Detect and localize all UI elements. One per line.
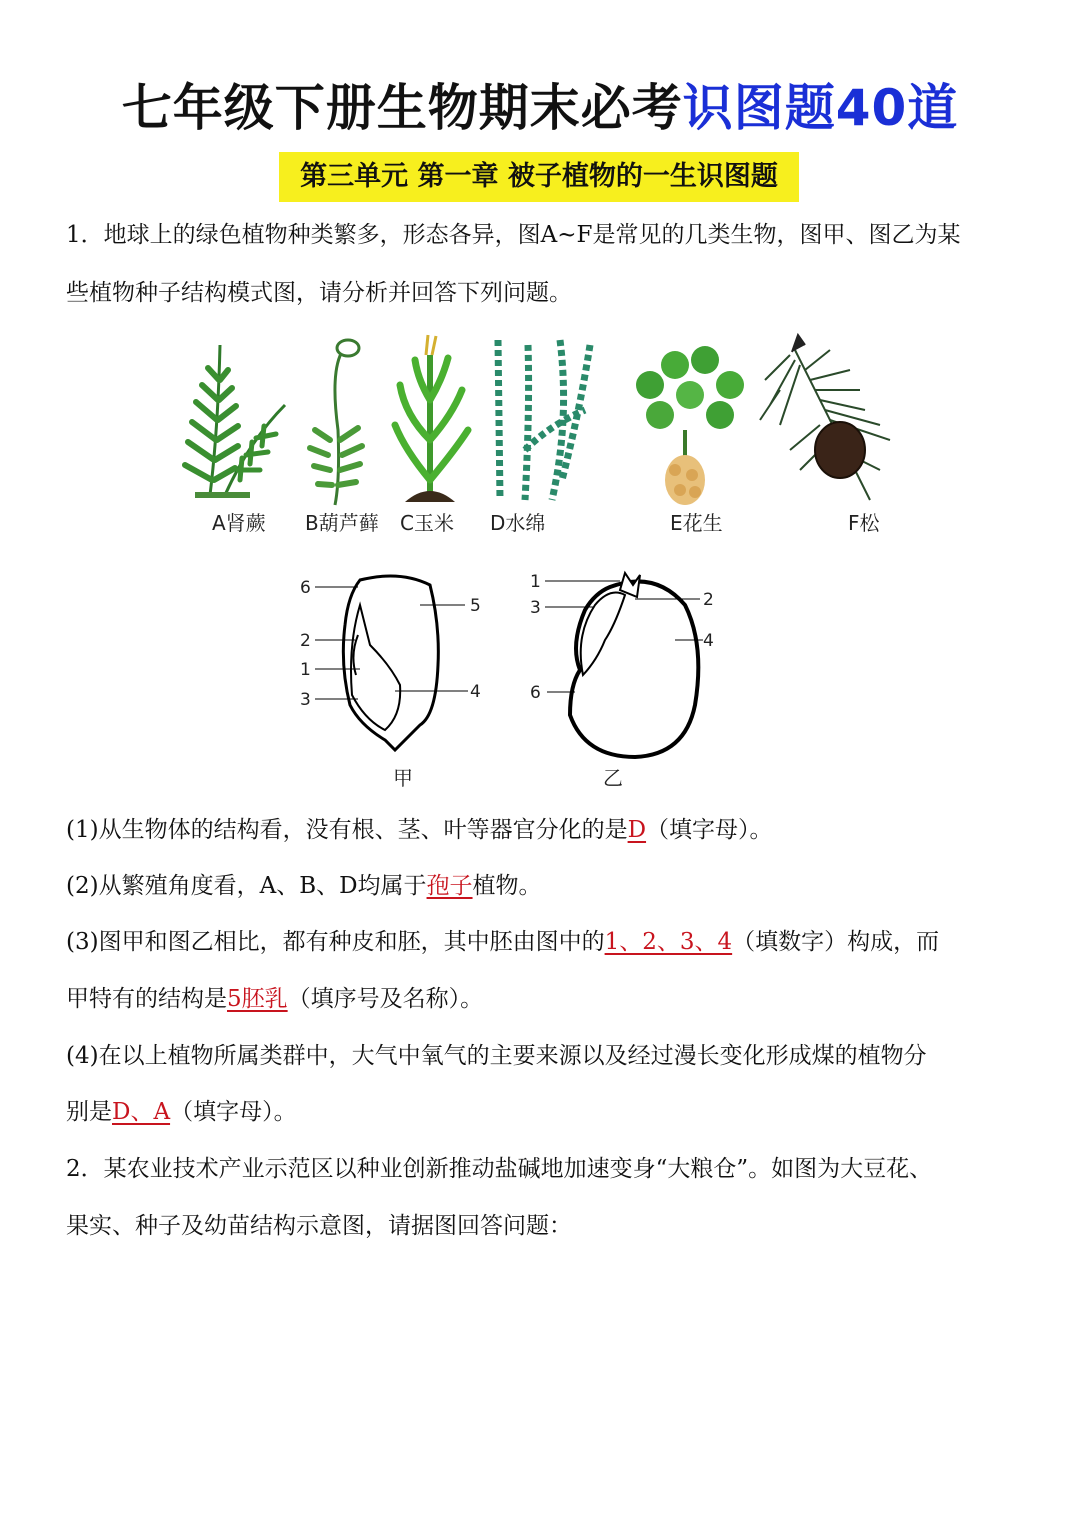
q1-sub3-line2: 甲特有的结构是5胚乳（填序号及名称）。 bbox=[66, 986, 484, 1012]
q1-sub2: (2)从繁殖角度看，A、B、D均属于孢子植物。 bbox=[66, 873, 542, 899]
section-subtitle: 第三单元 第一章 被子植物的一生识图题 bbox=[279, 152, 799, 202]
page-title: 七年级下册生物期末必考识图题40道 bbox=[121, 79, 959, 137]
seed-yi-num-1: 1 bbox=[530, 572, 541, 592]
q2-line1: 2．某农业技术产业示范区以种业创新推动盐碱地加速变身“大粮仓”。如图为大豆花、 bbox=[66, 1156, 933, 1182]
peanut-illustration bbox=[636, 346, 744, 505]
seed-jia-caption: 甲 bbox=[393, 766, 413, 790]
answer-sub4: D、A bbox=[112, 1099, 171, 1125]
plant-label-e: E花生 bbox=[670, 511, 723, 535]
seed-jia-num-6: 6 bbox=[300, 578, 311, 598]
answer-sub1: D bbox=[627, 817, 647, 843]
plant-label-d: D水绵 bbox=[490, 511, 546, 535]
plant-label-c: C玉米 bbox=[400, 511, 454, 535]
q1-sub1: (1)从生物体的结构看，没有根、茎、叶等器官分化的是D（填字母）。 bbox=[66, 817, 773, 843]
seed-jia-figure bbox=[290, 565, 500, 795]
corn-illustration bbox=[395, 335, 468, 502]
seed-jia-num-5: 5 bbox=[470, 596, 481, 616]
seed-yi-figure bbox=[525, 565, 735, 795]
seed-jia-num-2: 2 bbox=[300, 631, 311, 651]
plant-label-a: A肾蕨 bbox=[212, 511, 266, 535]
seed-jia-num-3: 3 bbox=[300, 690, 311, 710]
seed-yi-num-6: 6 bbox=[530, 683, 541, 703]
q1-sub4-line2: 别是D、A（填字母）。 bbox=[66, 1099, 297, 1125]
seed-yi-num-4: 4 bbox=[703, 631, 714, 651]
moss-illustration bbox=[310, 340, 362, 505]
q1-intro-line2: 些植物种子结构模式图，请分析并回答下列问题。 bbox=[66, 280, 572, 306]
spirogyra-illustration bbox=[498, 340, 590, 500]
seed-yi-num-2: 2 bbox=[703, 590, 714, 610]
answer-sub2: 孢子 bbox=[426, 873, 473, 899]
q1-sub4-line1: (4)在以上植物所属类群中，大气中氧气的主要来源以及经过漫长变化形成煤的植物分 bbox=[66, 1043, 927, 1069]
q1-sub3-line1: (3)图甲和图乙相比，都有种皮和胚，其中胚由图中的1、2、3、4（填数字）构成，而 bbox=[66, 929, 940, 955]
seed-yi-num-3: 3 bbox=[530, 598, 541, 618]
pine-illustration bbox=[760, 335, 890, 500]
plants-figure bbox=[180, 330, 940, 545]
seed-jia-num-4: 4 bbox=[470, 682, 481, 702]
plant-label-f: F松 bbox=[848, 511, 880, 535]
answer-sub3-endosperm: 5胚乳 bbox=[227, 986, 288, 1012]
answer-sub3-embryo: 1、2、3、4 bbox=[604, 929, 733, 955]
q1-intro-line1: 1．地球上的绿色植物种类繁多，形态各异，图A~F是常见的几类生物，图甲、图乙为某 bbox=[66, 222, 961, 248]
title-highlight: 识图题40道 bbox=[682, 79, 959, 137]
fern-illustration bbox=[185, 345, 285, 495]
plant-label-b: B葫芦藓 bbox=[305, 511, 379, 535]
seed-jia-num-1: 1 bbox=[300, 660, 311, 680]
seed-yi-caption: 乙 bbox=[603, 766, 623, 790]
q2-line2: 果实、种子及幼苗结构示意图，请据图回答问题： bbox=[66, 1213, 572, 1239]
